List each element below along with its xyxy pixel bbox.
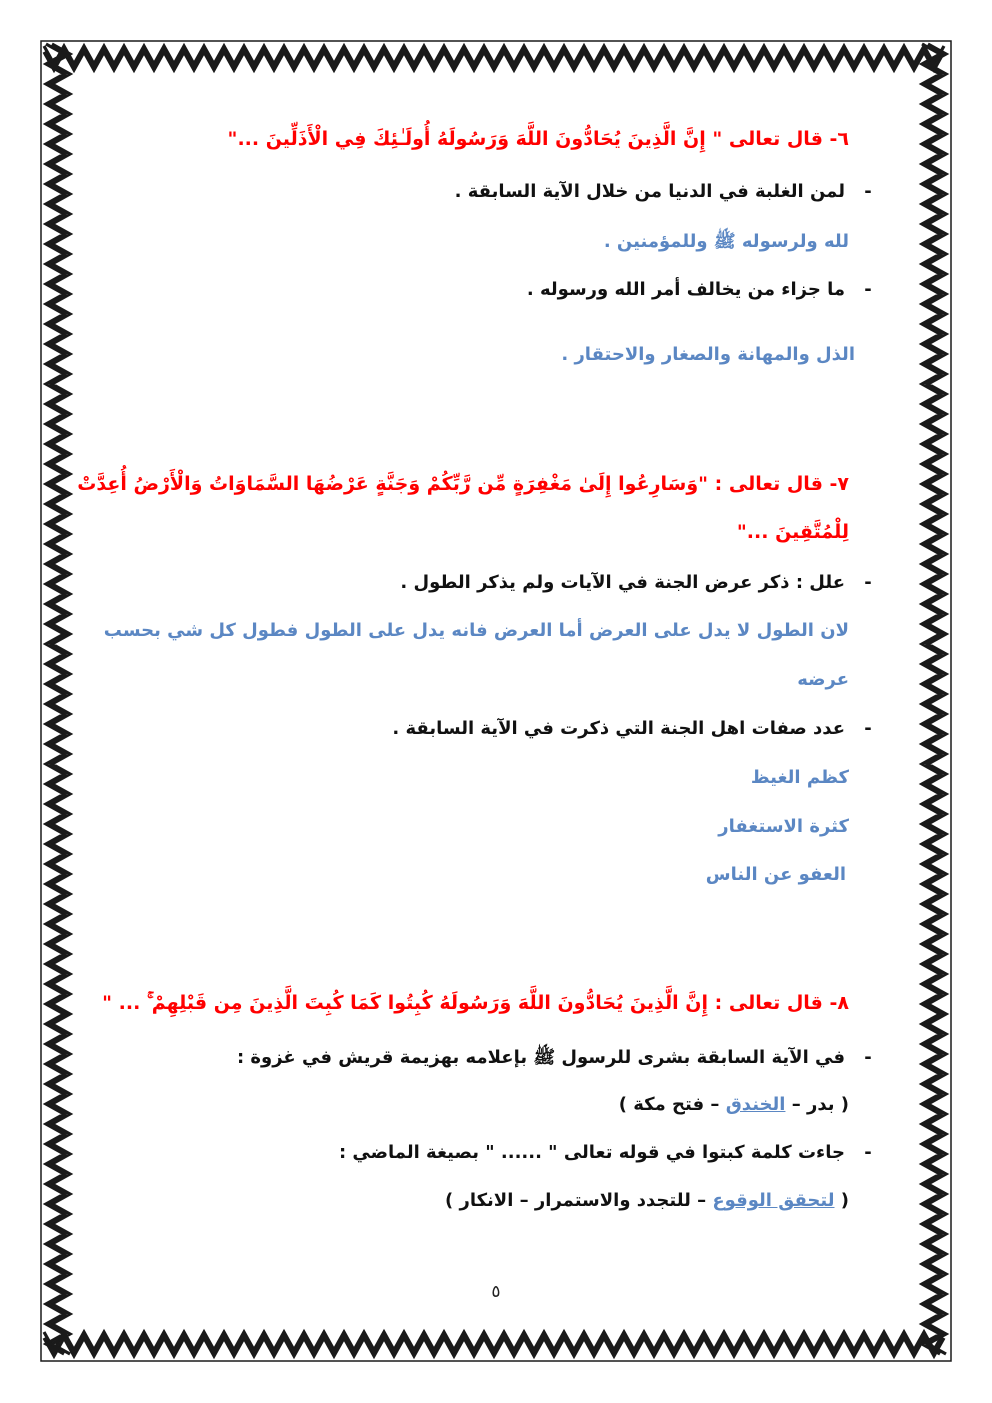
- q8-options-1-answer: الخندق: [725, 1094, 786, 1115]
- q8-item-2: [339, 1142, 877, 1163]
- q8-options-2: [445, 1190, 849, 1211]
- q6-answer-2: الذل والمهانة والصغار والاحتقار .: [561, 344, 855, 365]
- question-6-title: ٦- قال تعالى " إِنَّ الَّذِينَ يُحَادُّونَ اللَّهَ وَرَسُولَهُ أُولَـٰئِكَ فِي الْأَذَلِّينَ ...": [227, 128, 849, 150]
- q7-answer-2-item: كثرة الاستغفار: [718, 816, 849, 837]
- q7-item-1: [400, 572, 877, 593]
- bullet-dash: -: [864, 181, 872, 202]
- q8-options-2-open: (: [834, 1190, 849, 1211]
- page-number: ٥: [491, 1282, 501, 1302]
- question-8-title: ٨- قال تعالى : إِنَّ الَّذِينَ يُحَادُّونَ اللَّهَ وَرَسُولَهُ كُبِتُوا كَمَا كُبِتَ الَّذِينَ مِن قَبْلِهِمْ ۚ ... ": [102, 992, 849, 1014]
- q7-item-1-text: علل : ذكر عرض الجنة في الآيات ولم يذكر الطول .: [400, 572, 845, 593]
- q7-answer-2-item: كظم الغيظ: [750, 767, 849, 788]
- bullet-dash: -: [864, 279, 872, 300]
- q6-item-1-text: لمن الغلبة في الدنيا من خلال الآية السابقة .: [454, 181, 845, 202]
- bullet-dash: -: [864, 718, 872, 739]
- q8-options-1-close: – فتح مكة ): [618, 1094, 726, 1115]
- q6-item-2-text: ما جزاء من يخالف أمر الله ورسوله .: [526, 279, 845, 300]
- bullet-dash: -: [864, 572, 872, 593]
- q8-item-2-text: جاءت كلمة كبتوا في قوله تعالى " ...... " بصيغة الماضي :: [338, 1142, 845, 1163]
- q6-item-1: [455, 181, 877, 202]
- q7-answer-1-line-1: لان الطول لا يدل على العرض أما العرض فانه يدل على الطول فطول كل شي بحسب: [103, 620, 849, 641]
- q8-options-2-answer: لتحقق الوقوع: [712, 1190, 835, 1211]
- question-7-title-line-1: ٧- قال تعالى : "وَسَارِعُوا إِلَىٰ مَغْفِرَةٍ مِّن رَّبِّكُمْ وَجَنَّةٍ عَرْضُهَا السَّمَاوَاتُ وَالْأَرْضُ أُعِدَّتْ: [77, 473, 849, 495]
- question-7-title-line-2: لِلْمُتَّقِينَ ...": [736, 521, 849, 543]
- q8-options-2-close: – للتجدد والاستمرار – الانكار ): [444, 1190, 713, 1211]
- q8-item-1: [237, 1046, 877, 1072]
- q7-answer-2-item: العفو عن الناس: [705, 864, 846, 885]
- bullet-dash: -: [864, 1047, 872, 1068]
- q6-answer-1: لله ولرسوله ﷺ وللمؤمنين .: [603, 231, 849, 252]
- q8-options-1-open: ( بدر –: [785, 1094, 849, 1115]
- q7-answer-1-line-2: عرضه: [797, 669, 849, 690]
- q8-item-1-text: في الآية السابقة بشرى للرسول ﷺ بإعلامه بهزيمة قريش في غزوة :: [236, 1047, 845, 1068]
- q8-options-1: [619, 1094, 849, 1115]
- bullet-dash: -: [864, 1142, 872, 1163]
- q7-item-2-text: عدد صفات اهل الجنة التي ذكرت في الآية السابقة .: [392, 718, 845, 739]
- q6-item-2: [527, 279, 877, 300]
- q7-item-2: [392, 718, 877, 739]
